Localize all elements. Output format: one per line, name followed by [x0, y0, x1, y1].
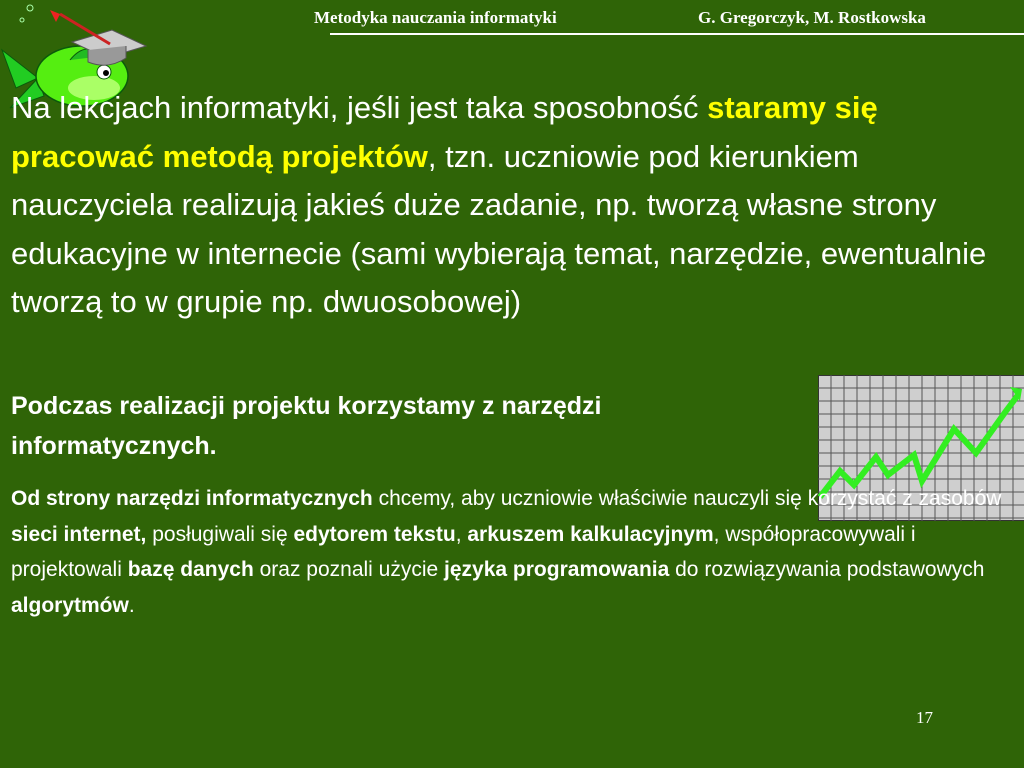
- intro-paragraph: [11, 84, 1011, 327]
- page-number: 17: [916, 708, 933, 727]
- skills-text-4: , współopracowywali i projektowali: [11, 522, 916, 581]
- intro-text-start: Na lekcjach informatyki, jeśli jest taka sposobność: [11, 90, 708, 125]
- authors: G. Gregorczyk, M. Rostkowska: [698, 8, 926, 27]
- skills-bold-3: edytorem tekstu: [293, 522, 456, 546]
- skills-text-1: chcemy, aby uczniowie właściwie nauczyli się korzystać z zasobów: [372, 487, 1002, 510]
- skills-bold-7: algorytmów: [11, 593, 129, 617]
- skills-paragraph: [11, 481, 1011, 623]
- skills-bold-2: sieci internet,: [11, 522, 147, 546]
- skills-bold-4: arkuszem kalkulacyjnym: [467, 522, 714, 546]
- slide-header: [0, 8, 1024, 34]
- skills-text-6: do rozwiązywania podstawowych: [669, 558, 985, 581]
- skills-text-7: .: [128, 593, 135, 617]
- tools-heading: Podczas realizacji projektu korzystamy z narzędzi informatycznych.: [11, 392, 602, 460]
- project-method-highlight: staramy się pracować metodą projektów: [11, 90, 878, 174]
- skills-text-2: posługiwali się: [146, 522, 294, 546]
- intro-text-end: , tzn. uczniowie pod kierunkiem nauczyciela realizują jakieś duże zadanie, np. tworzą własne strony edukacyjne w internecie (sami wybierają temat, narzędzie, ewentualnie tworzą to w grupie np. dwuosobowej): [11, 138, 987, 319]
- skills-text-3: ,: [455, 522, 468, 546]
- course-title: Metodyka nauczania informatyki: [314, 8, 557, 27]
- header-underline: [330, 33, 1024, 35]
- skills-bold-5: bazę danych: [127, 558, 254, 581]
- skills-text-5: oraz poznali użycie: [253, 558, 445, 581]
- skills-bold-6: języka programowania: [444, 558, 670, 581]
- skills-bold-1: Od strony narzędzi informatycznych: [11, 487, 373, 510]
